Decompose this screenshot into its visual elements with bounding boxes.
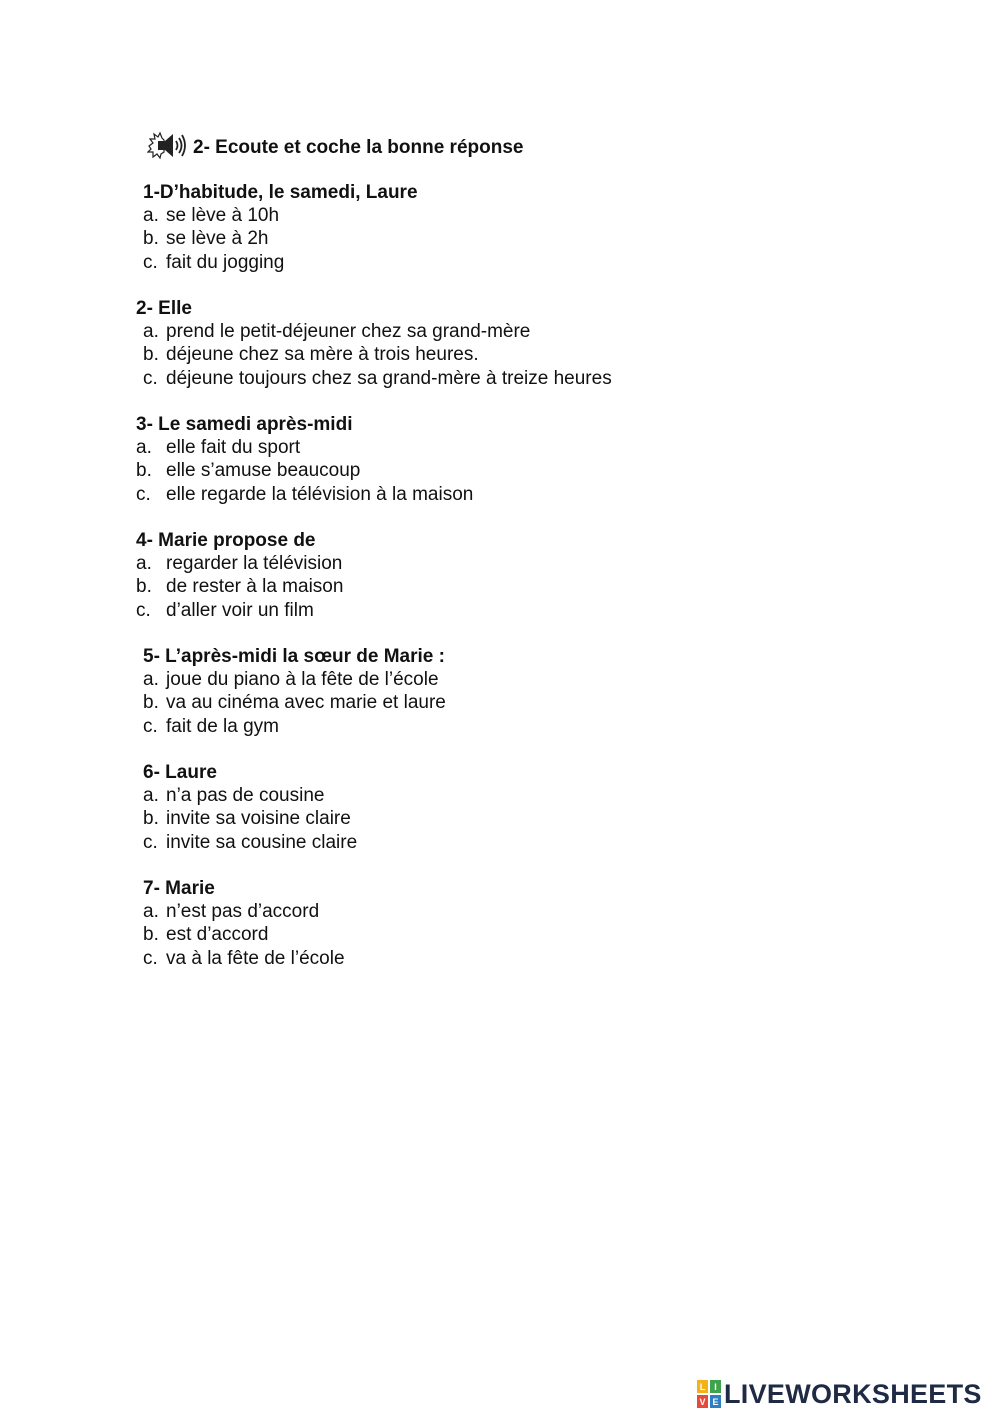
option-a[interactable]: [143, 320, 800, 343]
exercise-title: 2- Ecoute et coche la bonne réponse: [193, 137, 524, 158]
option-text: joue du piano à la fête de l’école: [166, 669, 439, 690]
option-b[interactable]: [143, 923, 800, 946]
option-b[interactable]: [143, 691, 800, 714]
question-title: 2- Elle: [136, 298, 192, 319]
option-letter: c.: [143, 251, 158, 273]
option-a[interactable]: [136, 436, 800, 459]
option-letter: a.: [143, 785, 159, 806]
option-text: elle regarde la télévision à la maison: [166, 483, 474, 505]
option-a[interactable]: [143, 204, 800, 227]
svg-text:I: I: [714, 1382, 717, 1392]
question-6: [0, 761, 800, 854]
option-b[interactable]: [136, 575, 800, 598]
option-letter: b.: [136, 460, 152, 482]
option-letter: b.: [143, 692, 159, 714]
question-1: [0, 181, 800, 274]
option-letter: a.: [143, 205, 159, 226]
option-text: fait de la gym: [166, 715, 279, 737]
option-letter: a.: [143, 669, 159, 690]
question-title: 1-D’habitude, le samedi, Laure: [143, 182, 418, 203]
question-4: [0, 529, 800, 622]
option-text: regarder la télévision: [166, 553, 343, 574]
option-text: se lève à 2h: [166, 228, 269, 250]
option-letter: c.: [136, 599, 151, 621]
question-title: 6- Laure: [143, 762, 217, 783]
option-text: invite sa cousine claire: [166, 831, 358, 853]
option-text: se lève à 10h: [166, 205, 280, 226]
option-text: déjeune toujours chez sa grand-mère à treize heures: [166, 367, 612, 389]
option-text: n’est pas d’accord: [166, 901, 320, 922]
option-c[interactable]: [143, 947, 800, 970]
option-letter: c.: [136, 483, 151, 505]
option-letter: a.: [143, 321, 159, 342]
brand-name: LIVEWORKSHEETS: [724, 1378, 982, 1409]
question-2: [0, 297, 800, 390]
option-c[interactable]: [143, 831, 800, 854]
option-a[interactable]: [143, 784, 800, 807]
option-c[interactable]: [143, 251, 800, 274]
option-text: prend le petit-déjeuner chez sa grand-mère: [166, 321, 531, 342]
option-b[interactable]: [143, 227, 800, 250]
option-letter: b.: [136, 576, 152, 598]
option-a[interactable]: [143, 668, 800, 691]
option-letter: a.: [136, 553, 152, 574]
svg-text:E: E: [712, 1397, 719, 1407]
option-letter: c.: [143, 715, 158, 737]
question-title: 4- Marie propose de: [136, 530, 316, 551]
option-b[interactable]: [143, 343, 800, 366]
option-c[interactable]: [143, 715, 800, 738]
option-text: d’aller voir un film: [166, 599, 314, 621]
speaker-sound-icon[interactable]: [147, 130, 189, 160]
option-text: déjeune chez sa mère à trois heures.: [166, 344, 479, 366]
liveworksheets-logo-icon: [697, 1380, 721, 1408]
option-c[interactable]: [136, 483, 800, 506]
svg-text:L: L: [699, 1382, 706, 1392]
question-title: 5- L’après-midi la sœur de Marie :: [143, 646, 445, 667]
option-text: est d’accord: [166, 924, 269, 946]
option-letter: c.: [143, 367, 158, 389]
liveworksheets-brand[interactable]: [697, 1378, 982, 1410]
option-text: n’a pas de cousine: [166, 785, 325, 806]
svg-text:V: V: [699, 1397, 706, 1407]
option-letter: c.: [143, 947, 158, 969]
question-3: [0, 413, 800, 506]
option-text: invite sa voisine claire: [166, 808, 351, 830]
option-text: va au cinéma avec marie et laure: [166, 692, 446, 714]
option-text: elle s’amuse beaucoup: [166, 460, 361, 482]
option-text: elle fait du sport: [166, 437, 301, 458]
option-letter: a.: [136, 437, 152, 458]
option-letter: c.: [143, 831, 158, 853]
option-text: de rester à la maison: [166, 576, 344, 598]
option-letter: a.: [143, 901, 159, 922]
exercise-header: [147, 124, 523, 160]
question-title: 7- Marie: [143, 878, 215, 899]
option-letter: b.: [143, 344, 159, 366]
option-letter: b.: [143, 924, 159, 946]
option-a[interactable]: [136, 552, 800, 575]
question-5: [0, 645, 800, 738]
option-letter: b.: [143, 808, 159, 830]
option-text: fait du jogging: [166, 251, 285, 273]
question-7: [0, 877, 800, 970]
question-title: 3- Le samedi après-midi: [136, 414, 353, 435]
option-text: va à la fête de l’école: [166, 947, 345, 969]
option-b[interactable]: [136, 459, 800, 482]
option-a[interactable]: [143, 900, 800, 923]
option-letter: b.: [143, 228, 159, 250]
option-c[interactable]: [136, 599, 800, 622]
option-b[interactable]: [143, 807, 800, 830]
option-c[interactable]: [143, 367, 800, 390]
